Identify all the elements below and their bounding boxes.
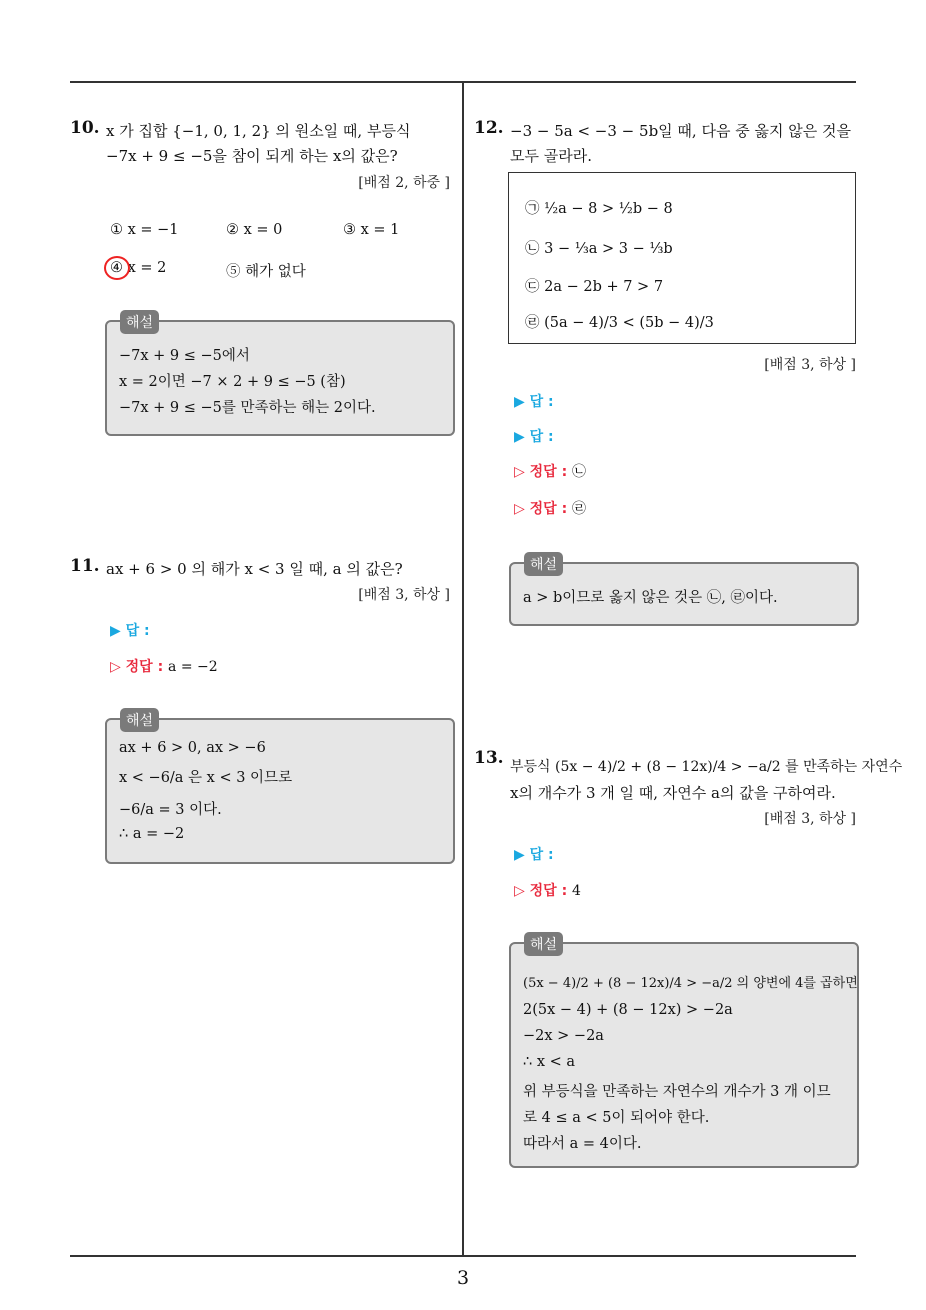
q11-exp-line1: ax + 6 > 0, ax > −6	[119, 740, 266, 756]
q12-options-frame	[508, 172, 856, 344]
q10-option-1[interactable]: ① x = −1	[110, 222, 179, 238]
q13-score: [배점 3, 하상 ]	[764, 811, 856, 827]
q13-exp-line3: −2x > −2a	[523, 1028, 604, 1044]
q10-line2: −7x + 9 ≤ −5을 참이 되게 하는 x의 값은?	[106, 147, 398, 165]
q12-line2: 모두 골라라.	[510, 147, 592, 165]
q12-explanation-box	[509, 557, 859, 626]
q11-answer-label: ▶ 답 :	[110, 623, 150, 639]
q10-option-4[interactable]: ④ x = 2	[110, 260, 167, 276]
q10-score: [배점 2, 하중 ]	[358, 175, 450, 191]
explanation-tag: 해설	[120, 708, 159, 732]
correct-label: ▷ 정답 :	[514, 464, 568, 480]
q10-explanation-box	[105, 315, 455, 436]
q13-line1: 부등식 (5x − 4)/2 + (8 − 12x)/4 > −a/2 를 만족하는 자연수	[510, 759, 903, 775]
correct-label: ▷ 정답 :	[514, 883, 568, 899]
correct-label: ▷ 정답 :	[110, 659, 164, 675]
q11-line1: ax + 6 > 0 의 해가 x < 3 일 때, a 의 값은?	[106, 560, 403, 578]
column-divider	[462, 82, 464, 1257]
q13-line2: x의 개수가 3 개 일 때, 자연수 a의 값을 구하여라.	[510, 784, 836, 802]
q13-answer-label: ▶ 답 :	[514, 847, 554, 863]
q10-option-5[interactable]: ⑤ 해가 없다	[226, 264, 306, 280]
page-number: 3	[456, 1267, 470, 1289]
q13-exp-line6: 로 4 ≤ a < 5이 되어야 한다.	[523, 1110, 710, 1126]
q10-exp-line2: x = 2이면 −7 × 2 + 9 ≤ −5 (참)	[119, 374, 346, 390]
q11-exp-line3: −6/a = 3 이다.	[119, 802, 222, 818]
q12-answer-label-2: ▶ 답 :	[514, 429, 554, 445]
q10-exp-line3: −7x + 9 ≤ −5를 만족하는 해는 2이다.	[119, 400, 376, 416]
q11-correct-answer	[110, 656, 218, 676]
q11-exp-line4: ∴ a = −2	[119, 826, 185, 842]
explanation-tag: 해설	[524, 932, 563, 956]
q13-correct-answer	[514, 880, 581, 900]
q13-exp-line7: 따라서 a = 4이다.	[523, 1136, 642, 1152]
q12-item-3: ㉢ 2a − 2b + 7 > 7	[525, 279, 664, 295]
q12-correct-value-1: ㉡	[572, 464, 587, 480]
q11-explanation-box	[105, 713, 455, 864]
q12-item-4: ㉣ (5a − 4)/3 < (5b − 4)/3	[525, 315, 714, 331]
q12-number: 12.	[474, 118, 504, 138]
q10-option-2[interactable]: ② x = 0	[226, 222, 283, 238]
q11-number: 11.	[70, 556, 100, 576]
q12-exp-line1: a > b이므로 옳지 않은 것은 ㉡, ㉣이다.	[523, 590, 778, 606]
q13-exp-line1: (5x − 4)/2 + (8 − 12x)/4 > −a/2 의 양변에 4를 곱하면	[523, 976, 858, 991]
q13-number: 13.	[474, 748, 504, 768]
q11-exp-line2: x < −6/a 은 x < 3 이므로	[119, 770, 293, 786]
q13-exp-line4: ∴ x < a	[523, 1054, 576, 1070]
q11-score: [배점 3, 하상 ]	[358, 587, 450, 603]
explanation-tag: 해설	[524, 552, 563, 576]
q13-explanation-box	[509, 937, 859, 1168]
q13-exp-line5: 위 부등식을 만족하는 자연수의 개수가 3 개 이므	[523, 1084, 831, 1100]
q10-option-3[interactable]: ③ x = 1	[343, 222, 400, 238]
correct-label: ▷ 정답 :	[514, 501, 568, 517]
q12-item-1: ㉠ ½a − 8 > ½b − 8	[525, 201, 673, 217]
q12-answer-label-1: ▶ 답 :	[514, 394, 554, 410]
q12-line1: −3 − 5a < −3 − 5b일 때, 다음 중 옳지 않은 것을	[510, 122, 851, 140]
q10-exp-line1: −7x + 9 ≤ −5에서	[119, 348, 250, 364]
q10-line1: x 가 집합 {−1, 0, 1, 2} 의 원소일 때, 부등식	[106, 122, 411, 140]
q13-correct-value: 4	[572, 883, 581, 899]
q12-correct-value-2: ㉣	[572, 501, 587, 517]
q12-correct-answer-1	[514, 461, 586, 481]
q12-correct-answer-2	[514, 498, 586, 518]
q13-exp-line2: 2(5x − 4) + (8 − 12x) > −2a	[523, 1002, 733, 1018]
q11-correct-value: a = −2	[168, 659, 218, 675]
q10-number: 10.	[70, 118, 100, 138]
q12-score: [배점 3, 하상 ]	[764, 357, 856, 373]
selected-answer-circle-icon	[104, 256, 130, 280]
explanation-tag: 해설	[120, 310, 159, 334]
bottom-rule	[70, 1255, 856, 1257]
q12-item-2: ㉡ 3 − ⅓a > 3 − ⅓b	[525, 241, 673, 257]
